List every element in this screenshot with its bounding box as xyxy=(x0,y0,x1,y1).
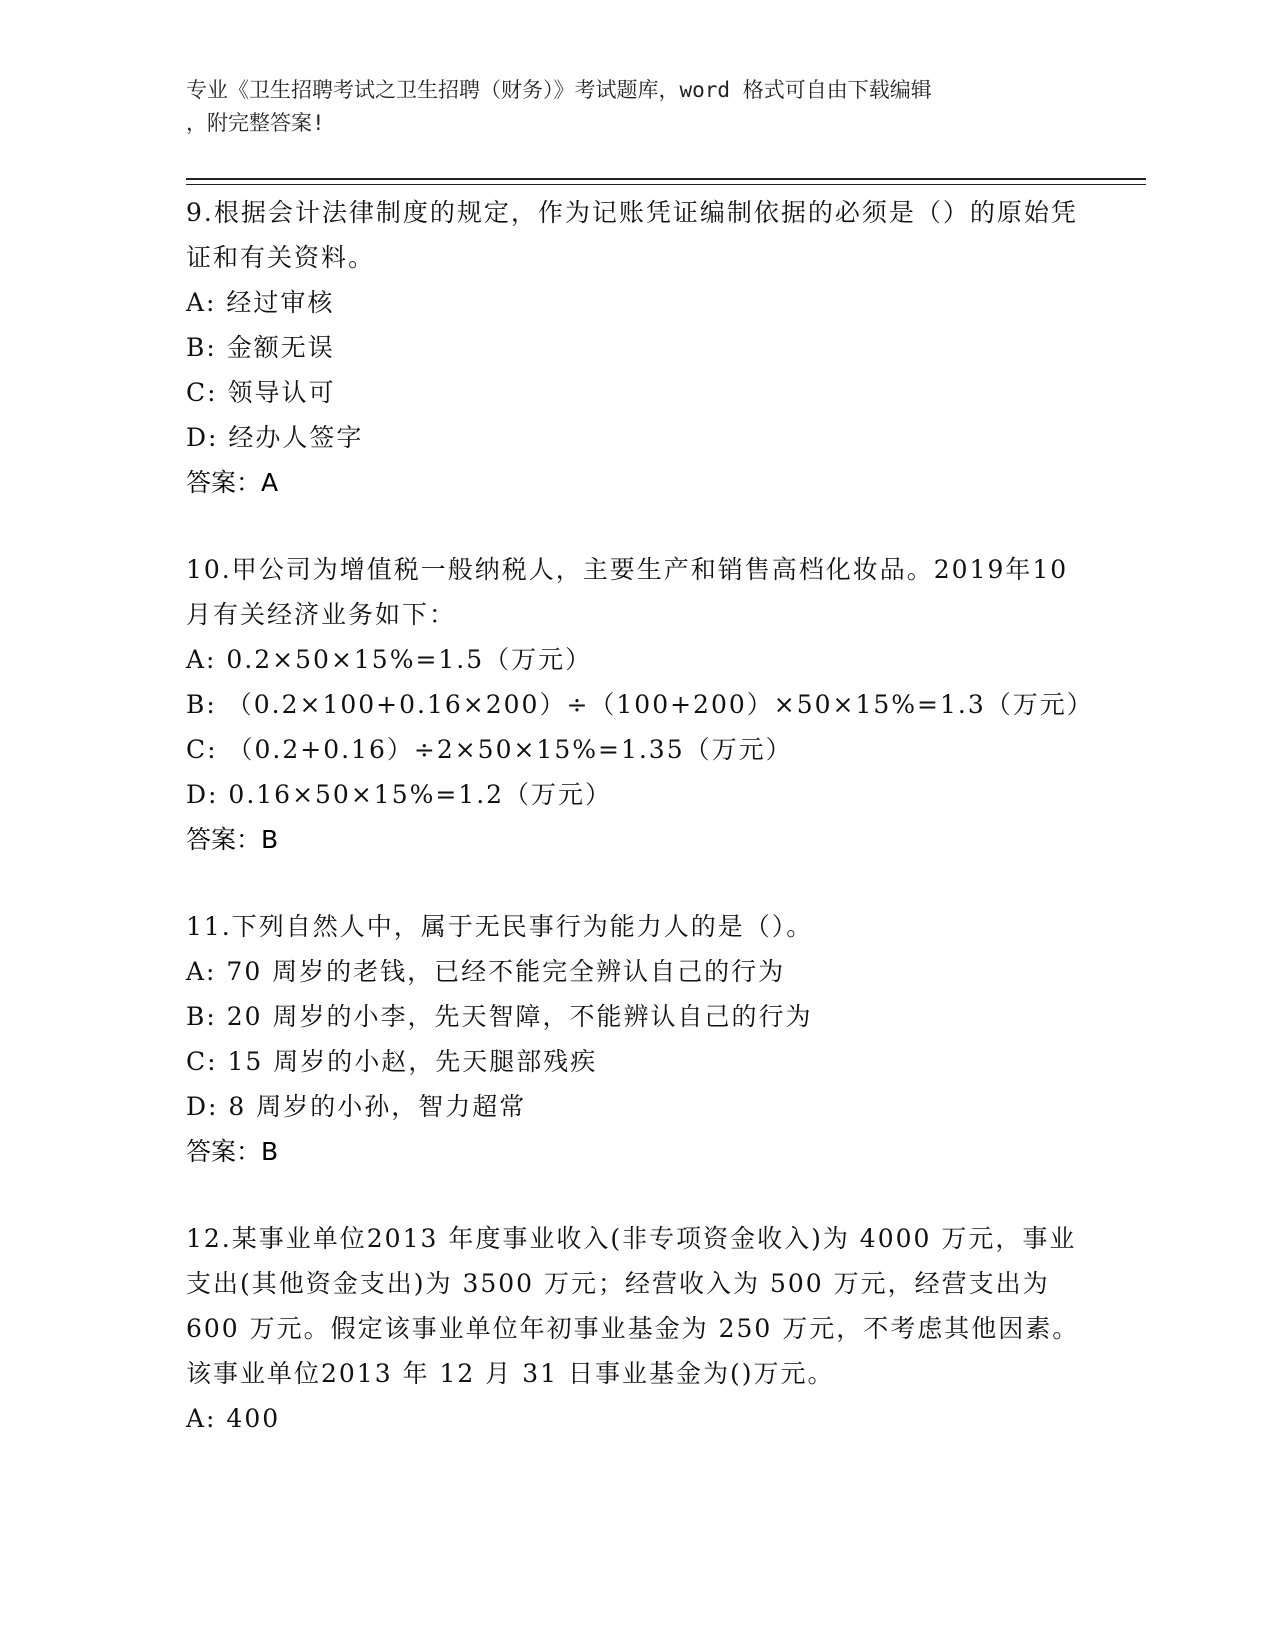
option-c: C: （0.2+0.16）÷2×50×15%=1.35（万元） xyxy=(186,735,793,764)
question-list xyxy=(186,190,1094,1483)
option-a: A: 400 xyxy=(186,1404,281,1433)
question-stem: 12.某事业单位2013 年度事业收入(非专项资金收入)为 4000 万元，事业支出(其他资金支出)为 3500 万元；经营收入为 500 万元，经营支出为 600 万元。假定该事业单位年初事业基金为 250 万元，不考虑其他因素。该事业单位2013 年 12 月 31 日事业基金为()万元。 xyxy=(186,1224,1080,1388)
document-header xyxy=(186,74,1086,140)
option-d: D: 0.16×50×15%=1.2（万元） xyxy=(186,780,613,809)
answer-line: 答案：A xyxy=(186,468,279,497)
option-a: A: 经过审核 xyxy=(186,288,335,317)
question-11 xyxy=(186,904,1086,1174)
option-a: A: 0.2×50×15%=1.5（万元） xyxy=(186,645,593,674)
question-stem: 10.甲公司为增值税一般纳税人，主要生产和销售高档化妆品。2019年10月有关经济业务如下： xyxy=(186,555,1069,629)
header-divider-thick xyxy=(186,178,1146,180)
question-12 xyxy=(186,1216,1086,1441)
option-d: D: 经办人签字 xyxy=(186,423,364,452)
option-b: B: 金额无误 xyxy=(186,333,335,362)
header-line-1: 专业《卫生招聘考试之卫生招聘（财务）》考试题库，word 格式可自由下载编辑 xyxy=(186,78,932,102)
question-stem: 11.下列自然人中，属于无民事行为能力人的是（）。 xyxy=(186,912,814,941)
question-10 xyxy=(186,547,1094,862)
option-a: A: 70 周岁的老钱，已经不能完全辨认自己的行为 xyxy=(186,957,786,986)
option-c: C: 15 周岁的小赵，先天腿部残疾 xyxy=(186,1047,598,1076)
option-d: D: 8 周岁的小孙，智力超常 xyxy=(186,1092,527,1121)
option-c: C: 领导认可 xyxy=(186,378,336,407)
header-line-2: ，附完整答案! xyxy=(186,111,325,135)
answer-line: 答案：B xyxy=(186,1137,279,1166)
answer-line: 答案：B xyxy=(186,825,279,854)
option-b: B: 20 周岁的小李，先天智障，不能辨认自己的行为 xyxy=(186,1002,813,1031)
question-9 xyxy=(186,190,1086,505)
option-b: B: （0.2×100+0.16×200）÷（100+200）×50×15%=1.3（万元） xyxy=(186,690,1094,719)
question-stem: 9.根据会计法律制度的规定，作为记账凭证编制依据的必须是（）的原始凭证和有关资料。 xyxy=(186,198,1078,272)
header-divider-thin xyxy=(186,184,1146,185)
